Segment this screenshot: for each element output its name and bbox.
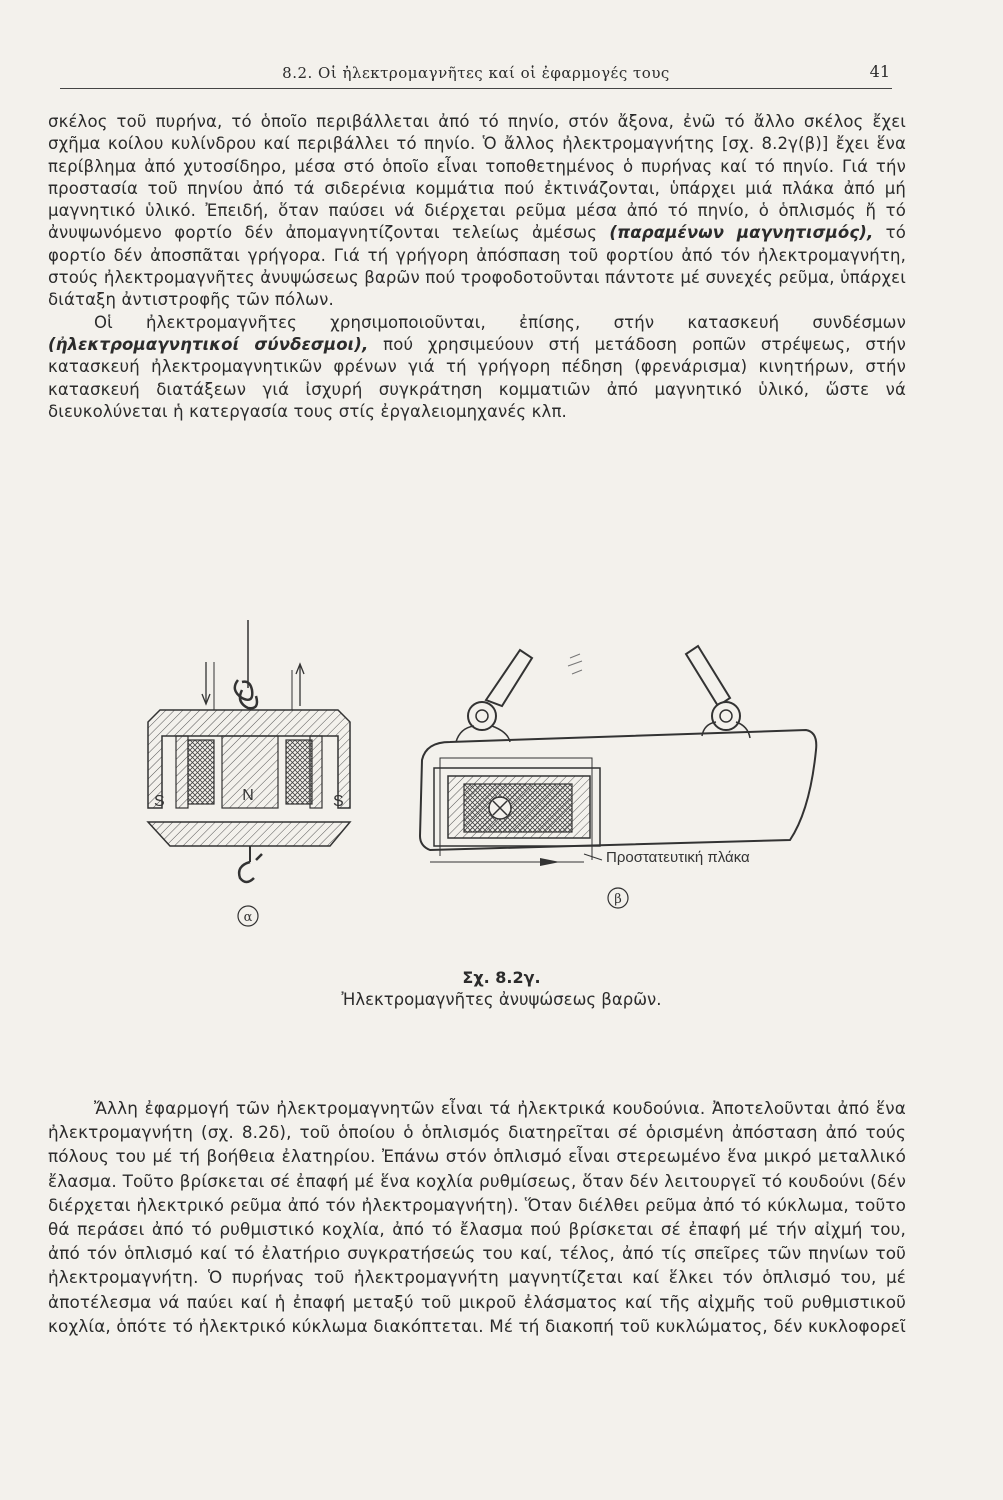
emphasis-residual-magnetism: (παραμένων μαγνητισμός), xyxy=(609,223,874,243)
emphasis-couplings: (ἠλεκτρομαγνητικοί σύνδεσμοι), xyxy=(48,334,369,354)
protective-plate-label: Προστατευτική πλάκα xyxy=(606,849,750,866)
figure-b xyxy=(420,646,816,908)
paragraph-3: Ἄλλη ἐφαρμογή τῶν ἠλεκτρομαγνητῶν εἶναι τά ἠλεκτρικά κουδούνια. Ἀποτελοῦνται ἀπό ἕνα ἠλεκτρομαγνήτη (σχ. 8.2δ), τοῦ ὁποίου ὁ ὁπλισμός διατηρεῖται σέ ὁρισμένη ἀπόσταση ἀπό τούς πόλους του μέ τή βοήθεια ἐλατηρίου. Ἐπάνω στόν ὁπλισμό εἶναι στερεωμένο ἕνα μικρό μεταλλικό ἔλασμα. Τοῦτο βρίσκεται σέ ἐπαφή μέ ἕνα κοχλία ρυθμίσεως, ὅταν δέν λειτουργεῖ τό κουδούνι (δέν διέρχεται ἠλεκτρικό ρεῦμα ἀπό τόν ἠλεκτρομαγνήτη). Ὅταν διέλθει ρεῦμα ἀπό τό κύκλωμα, τοῦτο θά περάσει ἀπό τό ρυθμιστικό κοχλία, ἀπό τό ἔλασμα πού βρίσκεται σέ ἐπαφή μέ τήν αἰχμή του, ἀπό τόν ὁπλισμό καί τό ἐλατήριο συγκρατήσεώς του καί, τέλος, ἀπό τίς σπεῖρες τῶν πηνίων τοῦ ἠλεκτρομαγνήτη. Ὁ πυρήνας τοῦ ἠλεκτρομαγνήτη μαγνητίζεται καί ἕλκει τόν ὁπλισμό του, μέ ἀποτέλεσμα νά παύει καί ἡ ἐπαφή μεταξύ τοῦ μικροῦ ἐλάσματος καί τῆς αἰχμῆς τοῦ ρυθμιστικοῦ κοχλία, ὁπότε τό ἠλεκτρικό κύκλωμα διακόπτεται. Μέ τή διακοπή τοῦ κυκλώματος, δέν κυκλοφορεῖ xyxy=(48,1098,906,1336)
paragraph-2-text: Οἱ ἠλεκτρομαγνῆτες χρησιμοποιοῦνται, ἐπίσης, στήν κατασκευή συνδέσμων xyxy=(94,312,906,332)
running-header xyxy=(60,62,892,89)
bottom-text-block xyxy=(48,1096,906,1338)
figure-a xyxy=(148,620,350,926)
pole-s-right: S xyxy=(333,793,344,810)
paragraph-2-text-cont: πού χρησιμεύουν στή μετάδοση ροπῶν στρέψεως, στήν κατασκευή ἠλεκτρομαγνητικῶν φρένων γιά τή γρήγορη πέδηση (φρενάρισμα) κινητήρων, στήν κατασκευή διατάξεων γιά ἰσχυρή συγκράτηση κομματιῶν ἀπό μαγνητικό ὑλικό, ὥστε νά διευκολύνεται ἡ κατεργασία τους στίς ἐργαλειομηχανές κλπ. xyxy=(48,334,906,421)
label-b: β xyxy=(614,892,622,907)
paragraph-2 xyxy=(48,312,906,423)
figure-caption-text: Ἠλεκτρομαγνῆτες ἀνυψώσεως βαρῶν. xyxy=(341,990,662,1009)
paragraph-1-text: σκέλος τοῦ πυρήνα, τό ὁποῖο περιβάλλεται ἀπό τό πηνίο, στόν ἄξονα, ἐνῶ τό ἄλλο σκέλος ἔχει σχῆμα κοίλου κυλίνδρου καί περιβάλλει τό πηνίο. Ὁ ἄλλος ἠλεκτρομαγνήτης [σχ. 8.2γ(β)] ἔχει ἕνα περίβλημα ἀπό χυτοσίδηρο, μέσα στό ὁποῖο εἶναι τοποθετημένος ὁ πυρήνας καί τό πηνίο. Γιά τήν προστασία τοῦ πηνίου ἀπό τά σιδερένια κομμάτια πού ἐκτινάζονται, ὑπάρχει μιά πλάκα ἀπό μή μαγνητικό ὑλικό. Ἐπειδή, ὅταν παύσει νά διέρχεται ρεῦμα μέσα ἀπό τό πηνίο, ὁ ὁπλισμός ἤ τό ἀνυψωνόμενο φορτίο δέν ἀπομαγνητίζονται τελείως ἀμέσως xyxy=(48,112,906,243)
paragraph-1 xyxy=(48,111,906,312)
figure-8-2g xyxy=(130,610,910,940)
section-title: 8.2. Οἱ ἠλεκτρομαγνῆτες καί οἱ ἐφαρμογές τους xyxy=(282,64,670,82)
pole-n: N xyxy=(242,787,254,804)
label-a: α xyxy=(243,910,253,925)
page-number: 41 xyxy=(869,62,890,81)
pole-s-left: S xyxy=(154,793,165,810)
paragraph-1-text-cont: τό φορτίο δέν ἀποσπᾶται γρήγορα. Γιά τή γρήγορη ἀπόσπαση τοῦ φορτίου ἀπό τόν ἠλεκτρομαγνήτη, στούς ἠλεκτρομαγνῆτες ἀνυψώσεως βαρῶν πού τροφοδοτοῦνται πάντοτε μέ συνεχές ρεῦμα, ὑπάρχει διάταξη ἀντιστροφῆς τῶν πόλων. xyxy=(48,223,906,310)
figure-caption-number: Σχ. 8.2γ. xyxy=(462,968,541,987)
electromagnet-diagram xyxy=(130,610,910,940)
top-text-block xyxy=(48,111,906,423)
